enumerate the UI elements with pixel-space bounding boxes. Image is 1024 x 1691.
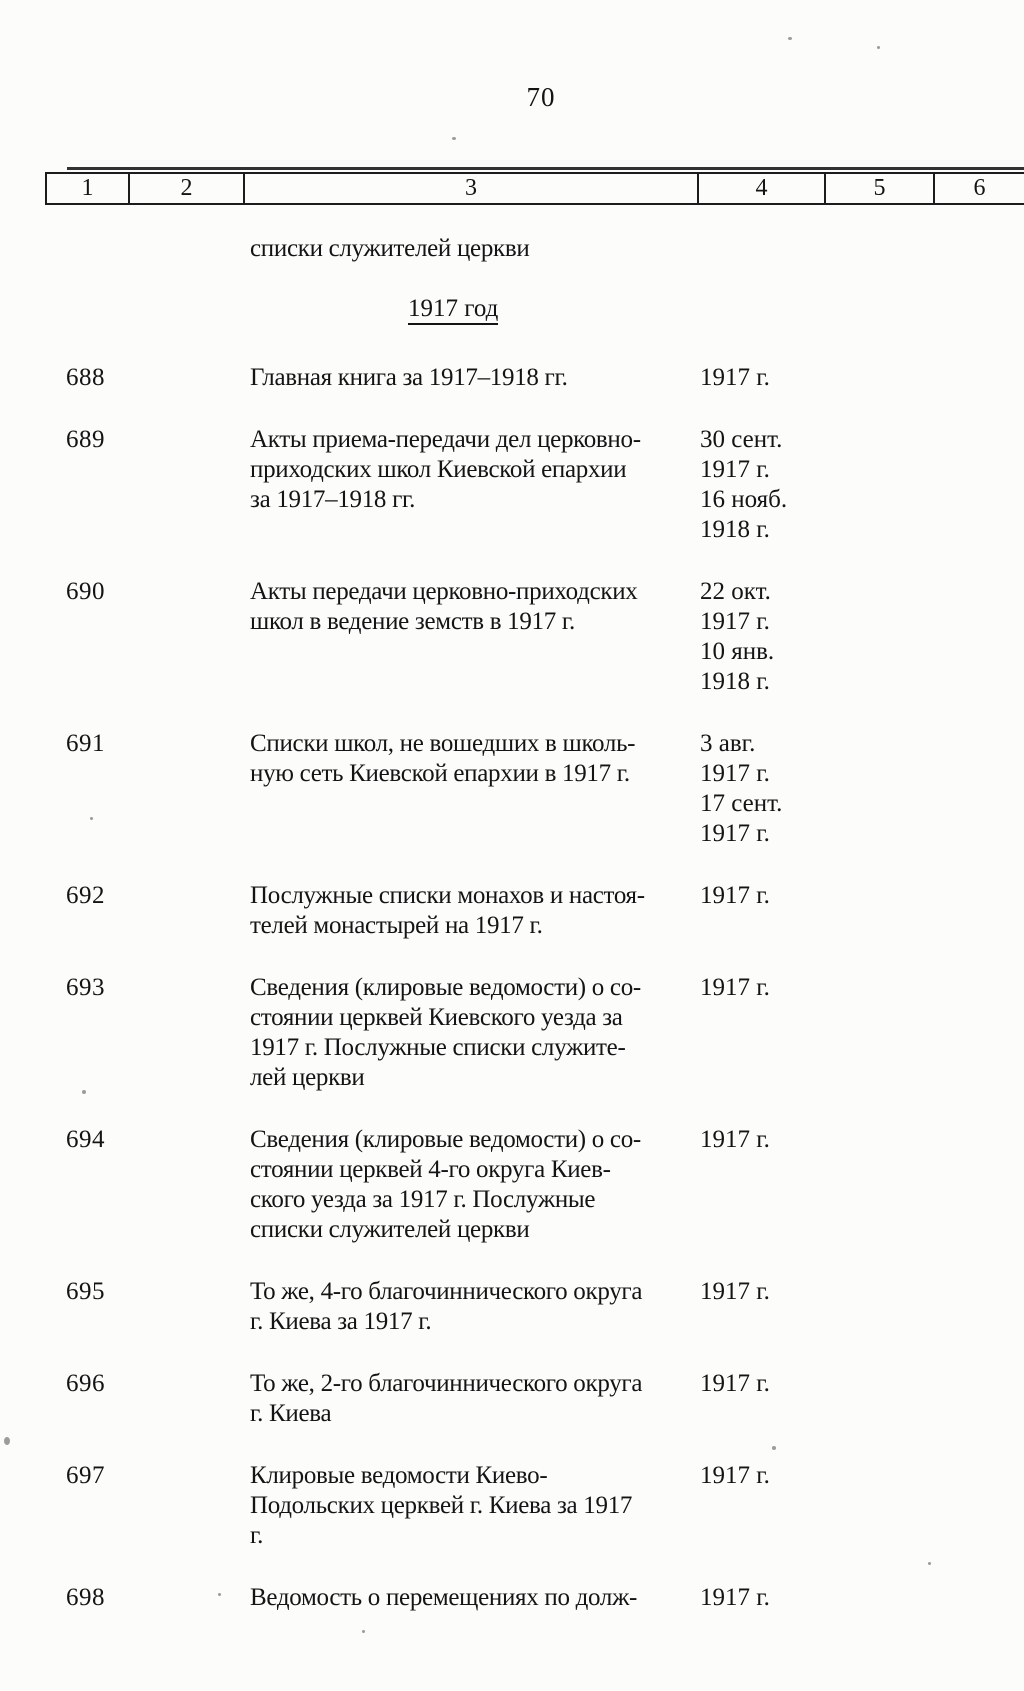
entry-date-line: 1917 г.	[700, 1278, 770, 1305]
table-row	[0, 881, 1024, 941]
entry-dates	[700, 1583, 880, 1613]
entry-title-line: ского уезда за 1917 г. Послужные	[250, 1186, 596, 1213]
entry-dates	[700, 1125, 880, 1155]
entry-date-line: 1917 г.	[700, 974, 770, 1001]
entry-title-line: ную сеть Киевской епархии в 1917 г.	[250, 760, 630, 787]
scan-speck	[452, 137, 456, 140]
column-header-3: 3	[245, 174, 699, 203]
entry-title-line: Клировые ведомости Киево-	[250, 1462, 548, 1489]
entries	[0, 363, 1024, 1645]
entry-date-line: 10 янв.	[700, 638, 775, 665]
scan-speck	[772, 1446, 776, 1450]
page-number: 70	[526, 82, 556, 112]
entry-title-line: списки служителей церкви	[250, 1216, 530, 1243]
entry-title	[250, 1369, 700, 1429]
entry-date-line: 1917 г.	[700, 820, 770, 847]
entry-title-line: Сведения (клировые ведомости) о со-	[250, 974, 641, 1001]
entry-date-line: 1917 г.	[700, 1584, 770, 1611]
entry-date-line: 1918 г.	[700, 668, 770, 695]
entry-number: 697	[66, 1462, 105, 1489]
scan-speck	[877, 46, 880, 49]
carryover-text: списки служителей церкви	[250, 235, 530, 262]
column-header-5: 5	[826, 174, 935, 203]
entry-dates	[700, 1461, 880, 1491]
entry-date-line: 1917 г.	[700, 1370, 770, 1397]
entry-dates	[700, 363, 880, 393]
entry-number: 688	[66, 364, 105, 391]
entry-date-line: 1917 г.	[700, 364, 770, 391]
entry-number: 694	[66, 1126, 105, 1153]
entry-number: 689	[66, 426, 105, 453]
entry-title	[250, 577, 700, 637]
entry-date-line: 1918 г.	[700, 516, 770, 543]
entry-number: 696	[66, 1370, 105, 1397]
entry-title-line: г. Киева	[250, 1400, 332, 1427]
entry-date-line: 1917 г.	[700, 760, 770, 787]
entry-title-line: Ведомость о перемещениях по долж-	[250, 1584, 638, 1611]
scan-speck	[362, 1630, 365, 1633]
entry-title-line: Акты приема-передачи дел церковно-	[250, 426, 641, 453]
table-row	[0, 577, 1024, 697]
scan-speck	[82, 1090, 86, 1094]
table-header-row	[45, 172, 1024, 205]
entry-title-line: Послужные списки монахов и настоя-	[250, 882, 645, 909]
column-header-2: 2	[130, 174, 245, 203]
entry-dates	[700, 577, 880, 697]
entry-title-line: за 1917–1918 гг.	[250, 486, 416, 513]
entry-title-line: Сведения (клировые ведомости) о со-	[250, 1126, 641, 1153]
entry-number: 690	[66, 578, 105, 605]
entry-title	[250, 881, 700, 941]
scan-speck	[218, 1593, 221, 1596]
table-row	[0, 1369, 1024, 1429]
entry-date-line: 1917 г.	[700, 882, 770, 909]
entry-title-line: г. Киева за 1917 г.	[250, 1308, 432, 1335]
table-row	[0, 1583, 1024, 1613]
entry-dates	[700, 1369, 880, 1399]
entry-date-line: 1917 г.	[700, 1126, 770, 1153]
entry-title-line: приходских школ Киевской епархии	[250, 456, 627, 483]
entry-title-line: Подольских церквей г. Киева за 1917	[250, 1492, 633, 1519]
entry-title-line: стоянии церквей 4-го округа Киев-	[250, 1156, 611, 1183]
entry-date-line: 16 нояб.	[700, 486, 788, 513]
entry-date-line: 1917 г.	[700, 456, 770, 483]
entry-title	[250, 363, 700, 393]
entry-date-line: 17 сент.	[700, 790, 783, 817]
entry-dates	[700, 881, 880, 911]
entry-title-line: То же, 4-го благочиннического округа	[250, 1278, 643, 1305]
entry-title-line: Списки школ, не вошедших в школь-	[250, 730, 636, 757]
entry-date-line: 1917 г.	[700, 1462, 770, 1489]
table-row	[0, 1461, 1024, 1551]
entry-dates	[700, 425, 880, 545]
entry-title	[250, 973, 700, 1093]
table-row	[0, 363, 1024, 393]
table-row	[0, 729, 1024, 849]
entry-title-line: Главная книга за 1917–1918 гг.	[250, 364, 568, 391]
entry-dates	[700, 973, 880, 1003]
entry-title-line: Акты передачи церковно-приходских	[250, 578, 638, 605]
column-header-1: 1	[47, 174, 130, 203]
entry-title-line: телей монастырей на 1917 г.	[250, 912, 543, 939]
entry-title	[250, 1277, 700, 1337]
scan-speck	[90, 817, 93, 820]
entry-title	[250, 425, 700, 515]
table-top-rule	[67, 167, 1024, 170]
entry-date-line: 3 авг.	[700, 730, 756, 757]
column-header-6: 6	[973, 174, 986, 201]
entry-number: 692	[66, 882, 105, 909]
column-header-4: 4	[699, 174, 826, 203]
entry-title	[250, 1125, 700, 1245]
entry-dates	[700, 1277, 880, 1307]
entry-date-line: 1917 г.	[700, 608, 770, 635]
entry-title	[250, 729, 700, 789]
scan-speck	[928, 1562, 931, 1565]
entry-title-line: 1917 г. Послужные списки служите-	[250, 1034, 626, 1061]
entry-date-line: 30 сент.	[700, 426, 783, 453]
scan-speck	[788, 37, 792, 40]
entry-date-line: 22 окт.	[700, 578, 771, 605]
section-heading-1917	[408, 294, 498, 324]
entry-number: 693	[66, 974, 105, 1001]
entry-number: 695	[66, 1278, 105, 1305]
entry-title-line: школ в ведение земств в 1917 г.	[250, 608, 575, 635]
entry-number: 698	[66, 1584, 105, 1611]
section-heading-text: 1917 год	[408, 295, 498, 325]
table-row	[0, 973, 1024, 1093]
entry-title-line: стоянии церквей Киевского уезда за	[250, 1004, 623, 1031]
table-row	[0, 1125, 1024, 1245]
table-row	[0, 425, 1024, 545]
entry-title-line: г.	[250, 1522, 264, 1549]
table-row	[0, 1277, 1024, 1337]
entry-dates	[700, 729, 880, 849]
entry-title-line: То же, 2-го благочиннического округа	[250, 1370, 643, 1397]
scan-speck	[4, 1437, 10, 1445]
entry-title	[250, 1583, 700, 1613]
entry-number: 691	[66, 730, 105, 757]
entry-title-line: лей церкви	[250, 1064, 365, 1091]
entry-title	[250, 1461, 700, 1551]
